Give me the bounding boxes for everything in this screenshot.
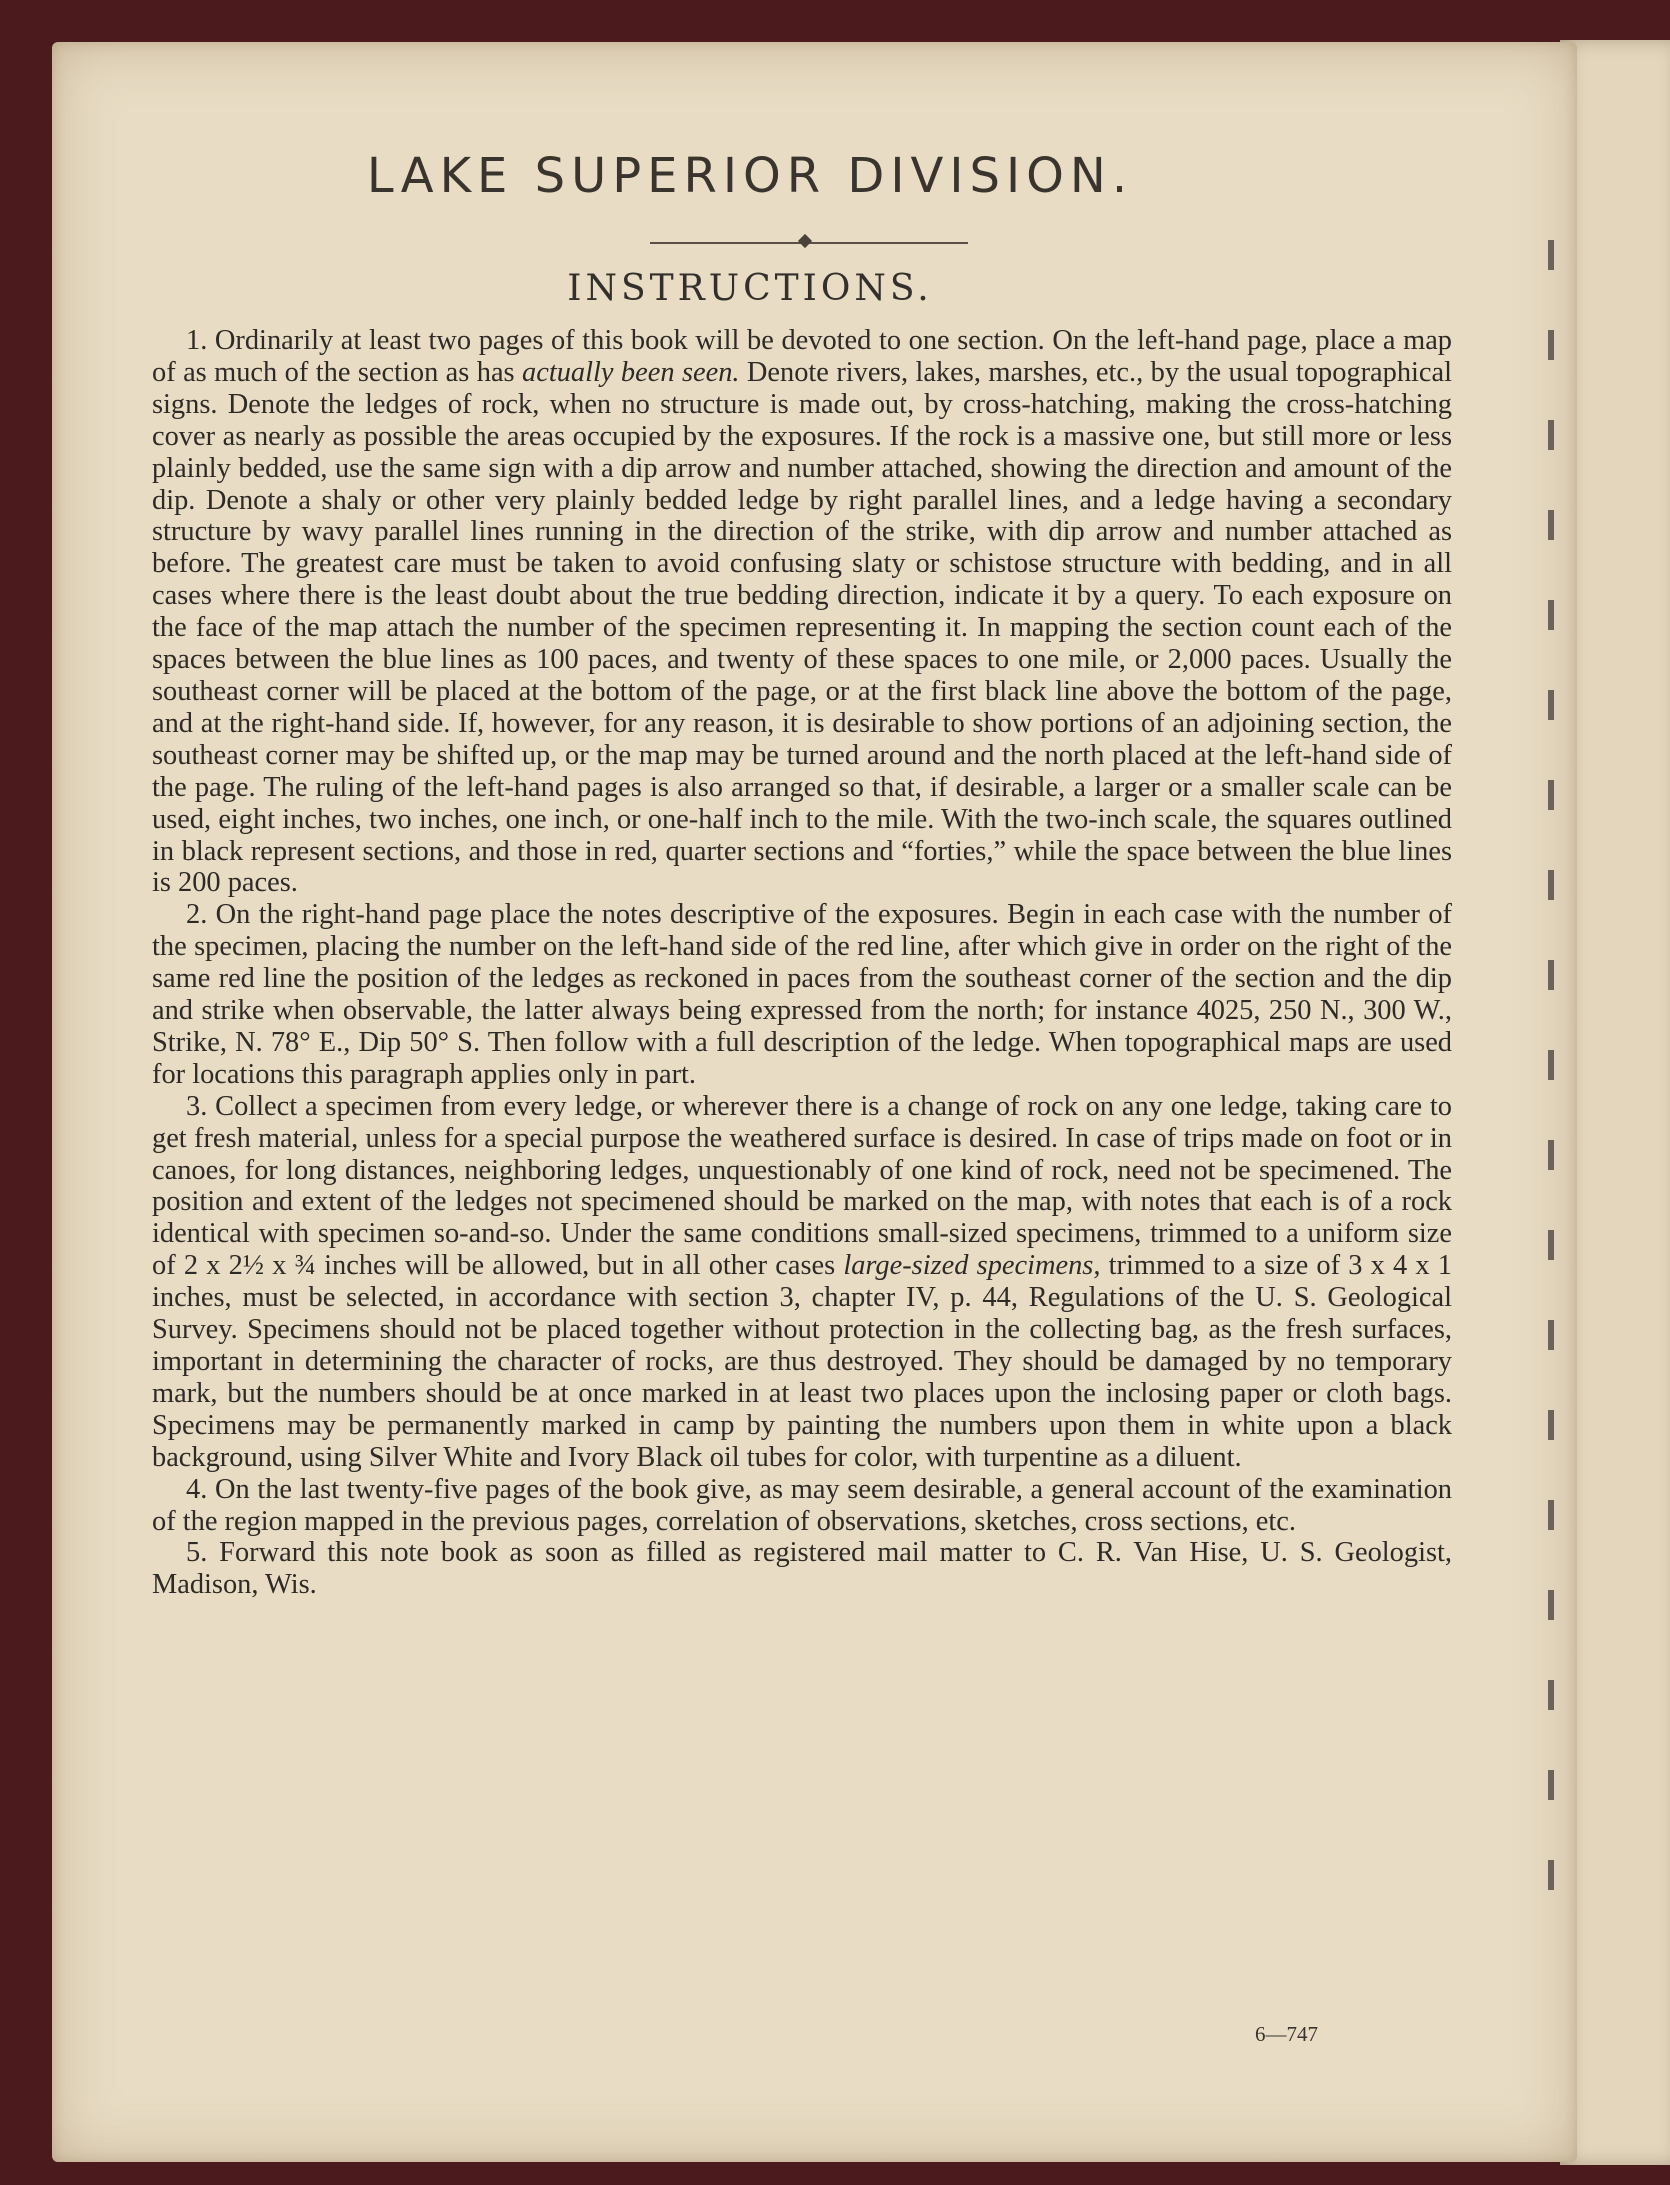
instruction-paragraph-3	[152, 1091, 1452, 1474]
instruction-paragraph-2: 2. On the right-hand page place the notes descriptive of the exposures. Begin in each case with the number of the specimen, placing the number on the left-hand side of the red line, after which give in order on the right of the same red line the position of the ledges as reckoned in paces from the southeast corner of the section and the dip and strike when observable, the latter always being expressed from the north; for instance 4025, 250 N., 300 W., Strike, N. 78° E., Dip 50° S. Then follow with a full description of the ledge. When topographical maps are used for locations this paragraph applies only in part.	[152, 899, 1452, 1090]
binding-stitches	[1548, 240, 1554, 1940]
paragraph-3-emphasis: large-sized specimens,	[843, 1250, 1101, 1282]
paragraph-3-text-cont: trimmed to a size of 3 x 4 x 1 inches, must be selected, in accordance with section 3, chapter IV, p. 44, Regulations of the U. S. Geological Survey. Specimens should not be placed together without protection in the collecting bag, as the fresh surfaces, important in determining the character of rocks, are thus destroyed. They should be damaged by no temporary mark, but the numbers should be at once marked in at least two places upon the inclosing paper or cloth bags. Specimens may be permanently marked in camp by painting the numbers upon them in white upon a black background, using Silver White and Ivory Black oil tubes for color, with turpentine as a diluent.	[152, 1250, 1452, 1473]
instruction-paragraph-4: 4. On the last twenty-five pages of the book give, as may seem desirable, a general account of the examination of the region mapped in the previous pages, correlation of observations, sketches, cross sections, etc.	[152, 1473, 1452, 1537]
paragraph-1-text-cont: Denote rivers, lakes, marshes, etc., by the usual topographical signs. Denote the ledges of rock, when no structure is made out, by cross-hatching, making the cross-hatching cover as nearly as possible the areas occupied by the exposures. If the rock is a massive one, but still more or less plainly bedded, use the same sign with a dip arrow and number attached, showing the direction and amount of the dip. Denote a shaly or other very plainly bedded ledge by right parallel lines, and a ledge having a secondary structure by wavy parallel lines running in the direction of the strike, with dip arrow and number attached as before. The greatest care must be taken to avoid confusing slaty or schistose structure with bedding, and in all cases where there is the least doubt about the true bedding direction, indicate it by a query. To each exposure on the face of the map attach the number of the specimen representing it. In mapping the section count each of the spaces between the blue lines as 100 paces, and twenty of these spaces to one mile, or 2,000 paces. Usually the southeast corner will be placed at the bottom of the page, or at the first black line above the bottom of the page, and at the right-hand side. If, however, for any reason, it is desirable to show portions of an adjoining section, the southeast corner may be shifted up, or the map may be turned around and the north placed at the left-hand side of the page. The ruling of the left-hand pages is also arranged so that, if desirable, a larger or a smaller scale can be used, eight inches, two inches, one inch, or one-half inch to the mile. With the two-inch scale, the squares outlined in black represent sections, and those in red, quarter sections and “forties,” while the space between the blue lines is 200 paces.	[152, 356, 1453, 899]
print-code: 6—747	[1255, 2022, 1318, 2046]
paragraph-3-text: 3. Collect a specimen from every ledge, or wherever there is a change of rock on any one ledge, taking care to get fresh material, unless for a special purpose the weathered surface is desired. In case of trips made on foot or in canoes, for long distances, neighboring ledges, unquestionably of one kind of rock, need not be specimened. The position and extent of the ledges not specimened should be marked on the map, with notes that each is of a rock identical with specimen so-and-so. Under the same conditions small-sized specimens, trimmed to a uniform size of 2 x 2½ x ¾ inches will be allowed, but in all other cases	[152, 1090, 1452, 1282]
page-title: LAKE SUPERIOR DIVISION.	[366, 148, 1134, 204]
section-heading: INSTRUCTIONS.	[567, 268, 933, 309]
paragraph-1-emphasis: actually been seen.	[522, 356, 740, 388]
paragraph-1-text: 1. Ordinarily at least two pages of this book will be devoted to one section. On the left-hand page, place a map of as much of the section as has	[152, 325, 1452, 388]
instruction-paragraph-5: 5. Forward this note book as soon as filled as registered mail matter to C. R. Van Hise, U. S. Geologist, Madison, Wis.	[152, 1537, 1452, 1601]
instructions-body	[152, 325, 1452, 1601]
instruction-paragraph-1	[152, 325, 1452, 899]
